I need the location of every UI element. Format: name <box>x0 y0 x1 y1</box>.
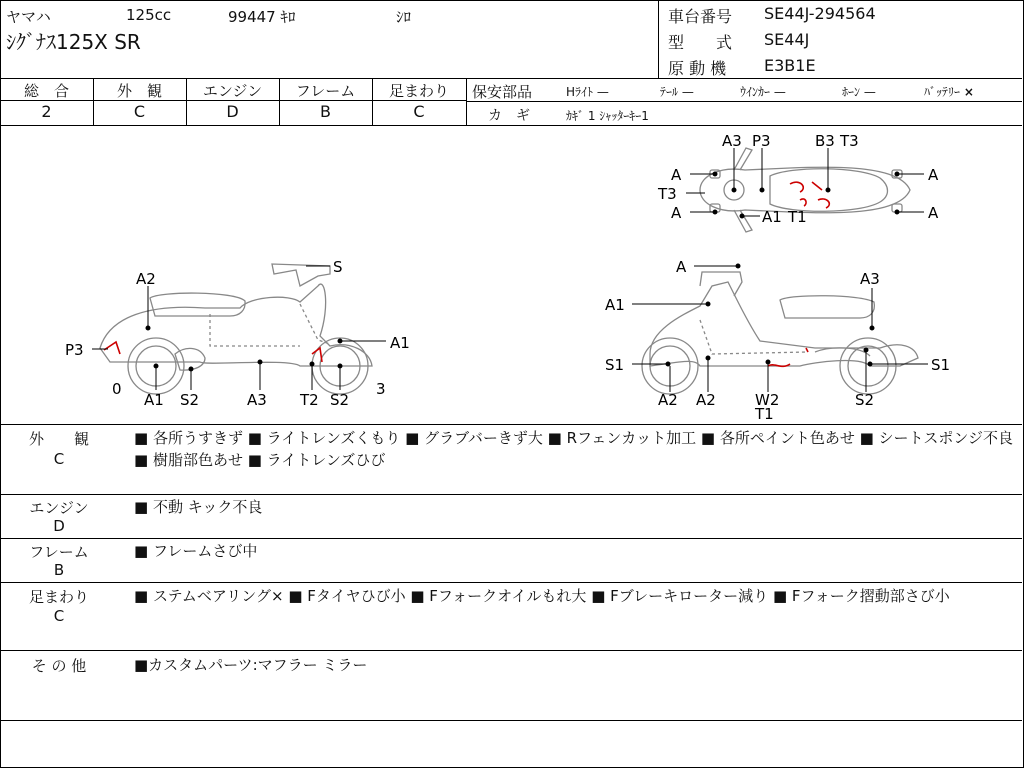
remark-text-engine: ■ 不動 キック不良 <box>134 498 263 516</box>
damage-diagram <box>0 126 1022 424</box>
overall-grade: 2 <box>41 102 52 121</box>
frame-grade: B <box>320 102 331 121</box>
top-label-t3-rear: T3 <box>840 132 859 150</box>
label-a1-rear: A1 <box>144 391 164 409</box>
remarks-div-5 <box>0 720 1022 721</box>
remarks-div-2 <box>0 538 1022 539</box>
top-label-a3: A3 <box>722 132 742 150</box>
exterior-grade: C <box>133 102 146 121</box>
remark-grade-frame: B <box>53 561 65 579</box>
safety-label: 保安部品 <box>472 83 533 101</box>
right-label-t1: T1 <box>755 405 774 423</box>
grade-row-top <box>0 78 1022 79</box>
key-value: ｶｷﾞ 1 ｼｬｯﾀｰｷｰ1 <box>566 109 649 123</box>
label-0: 0 <box>112 380 122 398</box>
top-label-t1: T1 <box>788 208 807 226</box>
top-label-b3: B3 <box>815 132 835 150</box>
maker: ヤマハ <box>6 8 51 26</box>
top-label-p3: P3 <box>752 132 771 150</box>
remark-label-engine: エンジン <box>29 499 89 517</box>
remark-grade-exterior: C <box>53 450 65 468</box>
remarks-div-4 <box>0 650 1022 651</box>
remark-grade-suspension: C <box>53 607 65 625</box>
remark-label-frame: フレーム <box>29 543 89 561</box>
safety-divider <box>466 101 1022 102</box>
suspension-label: 足まわり <box>388 82 449 100</box>
label-s: S <box>333 258 343 276</box>
top-label-t3: T3 <box>658 185 677 203</box>
top-label-a-rl: A <box>928 166 939 184</box>
remarks-div-3 <box>0 582 1022 583</box>
right-label-a: A <box>676 258 687 276</box>
color: ｼﾛ <box>396 8 412 26</box>
right-label-s1-front: S1 <box>605 356 625 374</box>
header-divider <box>658 0 659 78</box>
right-label-a2-front: A2 <box>658 391 678 409</box>
remark-text-suspension: ■ ステムベアリング× ■ Fタイヤひび小 ■ Fフォークオイルもれ大 ■ Fブレーキローター減り ■ Fフォーク摺動部さび小 <box>134 587 950 605</box>
safety-item-horn: ﾎｰﾝ — <box>842 85 876 99</box>
label-a1-front: A1 <box>390 334 410 352</box>
safety-item-headlight: Hﾗｲﾄ — <box>566 85 609 99</box>
right-label-a3: A3 <box>860 270 880 288</box>
type-label: 型 式 <box>668 33 733 52</box>
remark-label-other: そ の 他 <box>31 657 87 675</box>
remark-text-frame: ■ フレームさび中 <box>134 542 258 560</box>
label-3: 3 <box>376 380 386 398</box>
right-label-a2: A2 <box>696 391 716 409</box>
label-a3: A3 <box>247 391 267 409</box>
safety-item-winker: ｳｲﾝｶｰ — <box>740 85 786 99</box>
frame-no-value: SE44J-294564 <box>764 4 876 23</box>
diagram-bottom <box>0 424 1022 425</box>
safety-item-tail: ﾃｰﾙ — <box>660 85 694 99</box>
model-name: ｼｸﾞﾅｽ125X SR <box>6 30 141 54</box>
overall-label: 総 合 <box>23 82 69 100</box>
label-s2-front: S2 <box>330 391 350 409</box>
suspension-grade: C <box>413 102 425 121</box>
exterior-label: 外 観 <box>116 82 162 100</box>
remark-text-other: ■カスタムパーツ:マフラー ミラー <box>134 656 368 674</box>
displacement: 125cc <box>126 6 172 24</box>
type-value: SE44J <box>764 30 810 49</box>
label-s2-rear: S2 <box>180 391 200 409</box>
right-label-s2: S2 <box>855 391 875 409</box>
top-label-a-fr: A <box>671 204 682 222</box>
key-label: カ ギ <box>488 108 530 124</box>
top-label-a-rr: A <box>928 204 939 222</box>
engine-label: エンジン <box>202 82 263 100</box>
right-label-a1: A1 <box>605 296 625 314</box>
engine-grade: D <box>226 102 239 121</box>
right-label-w2: W2 <box>755 391 780 409</box>
frame-label: フレーム <box>295 82 356 100</box>
engine-no-label: 原 動 機 <box>668 59 727 78</box>
remark-label-suspension: 足まわり <box>28 588 89 606</box>
right-side-scooter <box>642 272 918 394</box>
frame-no-label: 車台番号 <box>668 7 733 26</box>
label-a2: A2 <box>136 270 156 288</box>
remark-grade-engine: D <box>53 517 65 535</box>
top-label-a-fl: A <box>671 166 682 184</box>
remark-text-exterior: ■ 各所うすきず ■ ライトレンズくもり ■ グラブバーきず大 ■ Rフェンカット加工 ■ 各所ペイント色あせ ■ シートスポンジ不良 ■ 樹脂部色あせ ■ ライトレンズひび <box>134 429 1014 469</box>
remarks-div-1 <box>0 494 1022 495</box>
remark-label-exterior: 外 観 <box>28 430 89 448</box>
top-label-a1: A1 <box>762 208 782 226</box>
safety-item-battery: ﾊﾞｯﾃﾘｰ × <box>924 85 974 99</box>
label-t2: T2 <box>300 391 319 409</box>
label-p3: P3 <box>65 341 84 359</box>
mileage: 99447 ｷﾛ <box>228 8 296 26</box>
right-label-s1-rear: S1 <box>931 356 951 374</box>
engine-no-value: E3B1E <box>764 56 816 75</box>
